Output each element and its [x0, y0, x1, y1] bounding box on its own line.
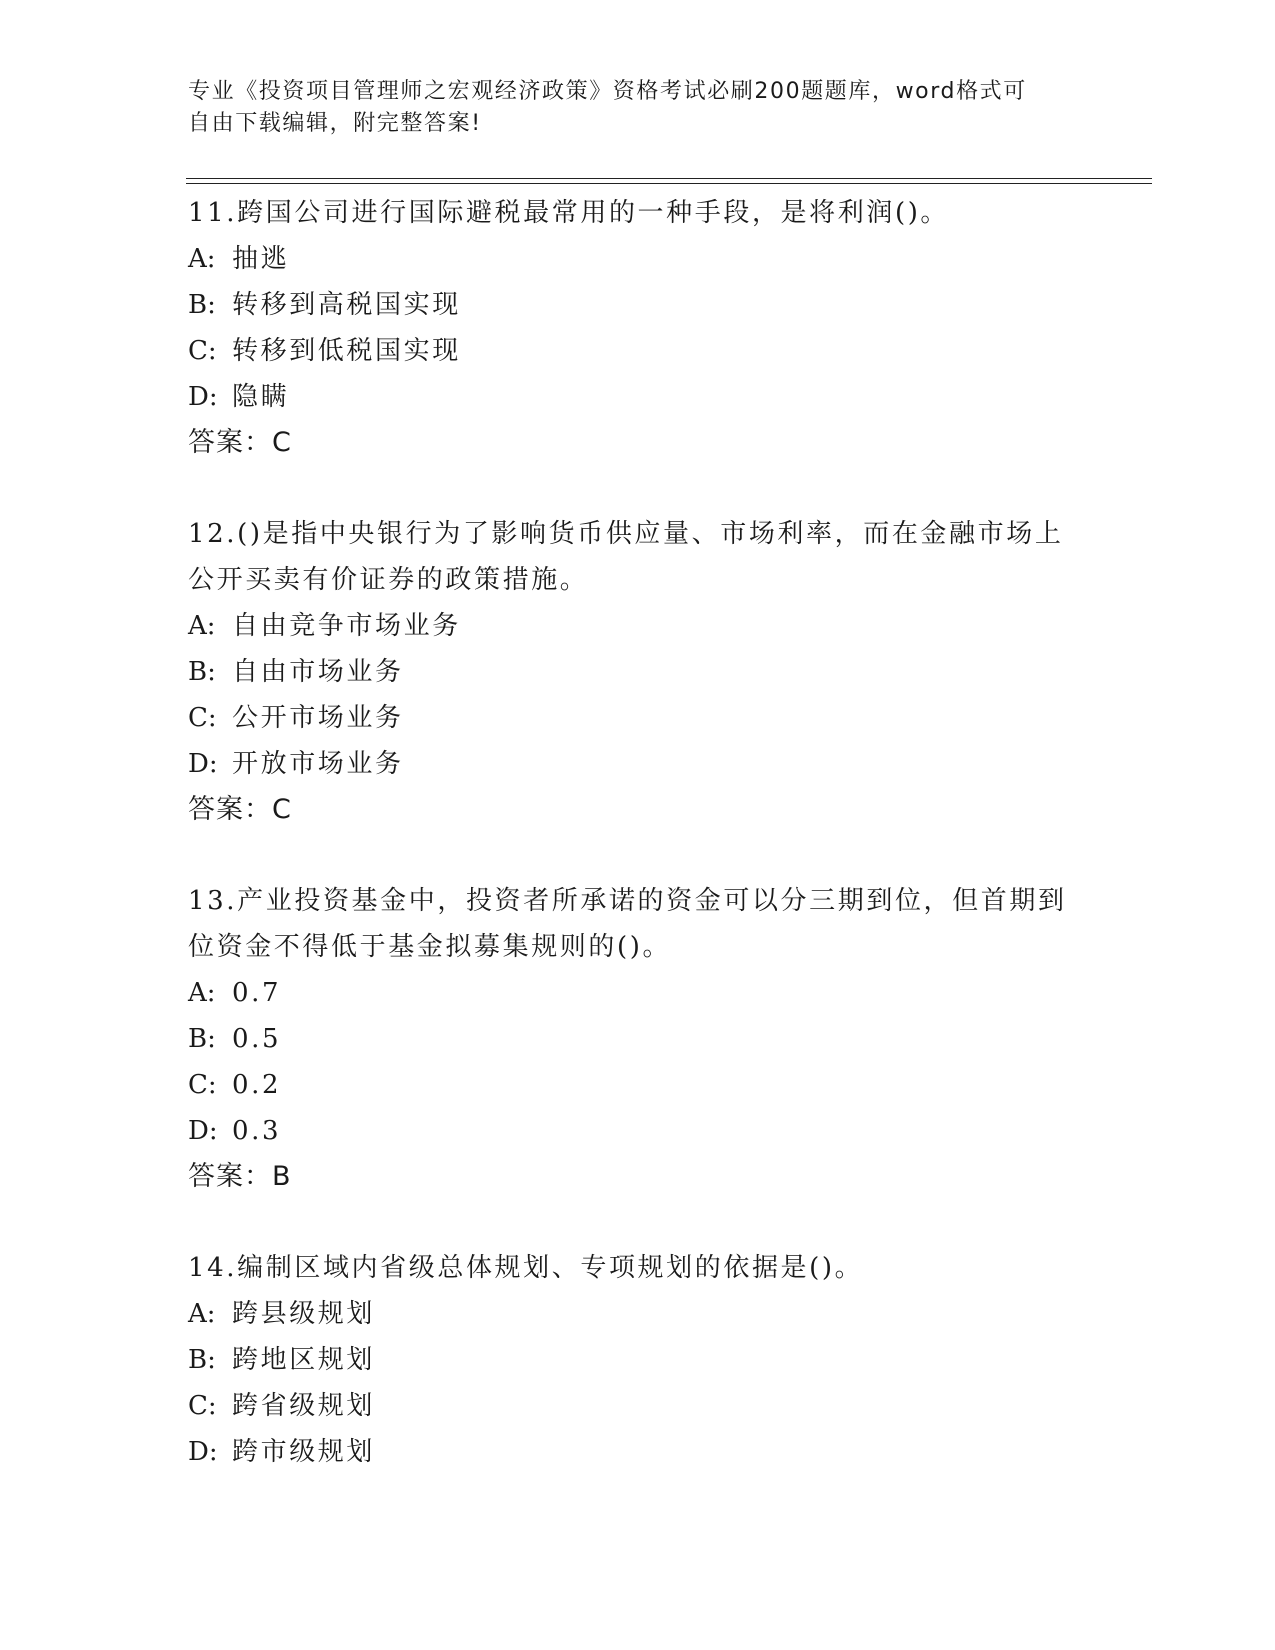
option-text: 跨省级规划	[232, 1391, 376, 1421]
option-c	[188, 1062, 1088, 1108]
option-text: 跨市级规划	[232, 1437, 376, 1467]
option-b	[188, 649, 1088, 695]
option-c	[188, 328, 1088, 374]
option-key: D:	[188, 749, 218, 779]
option-key: A:	[188, 611, 216, 641]
option-key: B:	[188, 657, 216, 687]
option-key: C:	[188, 1070, 217, 1100]
header-line-1: 专业《投资项目管理师之宏观经济政策》资格考试必刷200题题库，word格式可	[188, 79, 1027, 104]
option-text: 转移到高税国实现	[232, 290, 461, 320]
option-d	[188, 1108, 1088, 1154]
option-key: C:	[188, 336, 217, 366]
option-text: 公开市场业务	[232, 703, 404, 733]
option-b	[188, 1016, 1088, 1062]
header-line-2: 自由下载编辑，附完整答案!	[188, 111, 482, 136]
option-text: 跨地区规划	[232, 1345, 376, 1375]
header-rule-top	[186, 178, 1152, 179]
option-text: 抽逃	[232, 244, 290, 274]
question-text: 12.()是指中央银行为了影响货币供应量、市场利率，而在金融市场上公开买卖有价证券的政策措施。	[188, 519, 1064, 595]
option-b	[188, 1337, 1088, 1383]
option-d	[188, 374, 1088, 420]
document-header	[188, 76, 1068, 140]
question-11	[188, 190, 1088, 466]
option-a	[188, 1291, 1088, 1337]
answer-line: 答案：C	[188, 427, 292, 458]
option-key: D:	[188, 382, 218, 412]
option-text: 转移到低税国实现	[232, 336, 461, 366]
answer-line: 答案：B	[188, 1161, 292, 1192]
question-text: 11.跨国公司进行国际避税最常用的一种手段，是将利润()。	[188, 198, 950, 228]
option-key: A:	[188, 1299, 216, 1329]
option-a	[188, 603, 1088, 649]
question-text: 14.编制区域内省级总体规划、专项规划的依据是()。	[188, 1253, 864, 1283]
option-a	[188, 970, 1088, 1016]
option-text: 跨县级规划	[232, 1299, 376, 1329]
option-a	[188, 236, 1088, 282]
option-c	[188, 695, 1088, 741]
option-text: 0.5	[232, 1024, 282, 1054]
option-key: A:	[188, 244, 216, 274]
option-d	[188, 741, 1088, 787]
option-b	[188, 282, 1088, 328]
question-text: 13.产业投资基金中，投资者所承诺的资金可以分三期到位，但首期到位资金不得低于基金拟募集规则的()。	[188, 886, 1067, 962]
option-key: B:	[188, 290, 216, 320]
option-key: B:	[188, 1345, 216, 1375]
option-text: 0.2	[232, 1070, 282, 1100]
option-text: 自由市场业务	[232, 657, 404, 687]
option-key: D:	[188, 1437, 218, 1467]
option-text: 隐瞒	[232, 382, 290, 412]
answer-line: 答案：C	[188, 794, 292, 825]
option-text: 开放市场业务	[232, 749, 404, 779]
question-14	[188, 1245, 1088, 1475]
option-text: 自由竞争市场业务	[232, 611, 461, 641]
option-key: C:	[188, 1391, 217, 1421]
option-key: D:	[188, 1116, 218, 1146]
option-key: A:	[188, 978, 216, 1008]
option-d	[188, 1429, 1088, 1475]
question-12	[188, 511, 1088, 833]
option-key: B:	[188, 1024, 216, 1054]
question-list	[188, 190, 1088, 1520]
header-rule-bottom	[186, 183, 1152, 184]
option-text: 0.7	[232, 978, 282, 1008]
option-c	[188, 1383, 1088, 1429]
option-text: 0.3	[232, 1116, 282, 1146]
option-key: C:	[188, 703, 217, 733]
question-13	[188, 878, 1088, 1200]
